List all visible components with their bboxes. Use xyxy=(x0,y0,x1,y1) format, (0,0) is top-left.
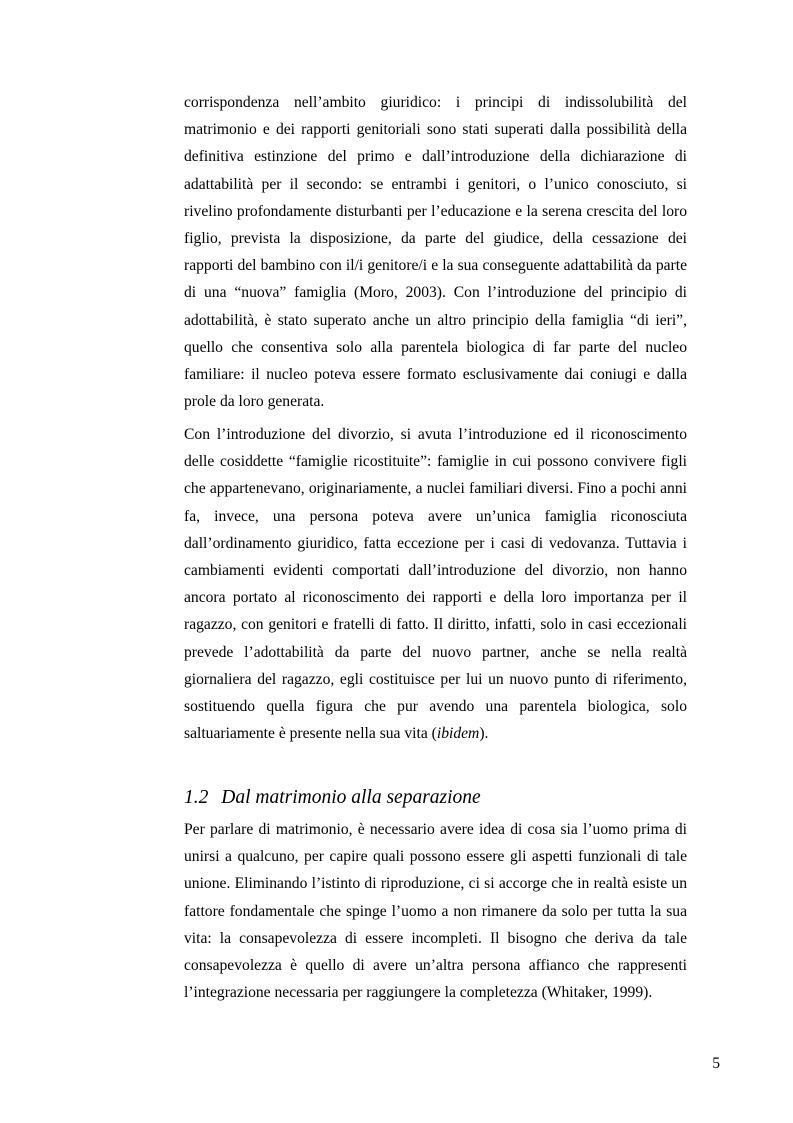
citation-ibidem: ibidem xyxy=(436,725,480,743)
paragraph-divorce-reconstituted-families xyxy=(184,421,687,747)
paragraph-divorce-closing: ). xyxy=(479,725,489,743)
section-heading xyxy=(184,786,481,810)
section-number: 1.2 xyxy=(184,787,209,808)
paragraph-divorce-text: Con l’introduzione del divorzio, si avuta l’introduzione ed il riconoscimento delle cosiddette “famiglie ricostituite”: famiglie in cui possono convivere figli che appartenevano, originariamente, a nuclei familiari diversi. Fino a pochi anni fa, invece, una persona poteva avere un’unica famiglia riconosciuta dall’ordinamento giuridico, fatta eccezione per i casi di vedovanza. Tuttavia i cambiamenti evidenti comportati dall’introduzione del divorzio, non hanno ancora portato al riconoscimento dei rapporti e della loro importanza per il ragazzo, con genitori e fratelli di fatto. Il diritto, infatti, solo in casi eccezionali prevede l’adottabilità da parte del nuovo partner, anche se nella realtà giornaliera del ragazzo, egli costituisce per lui un nuovo punto di riferimento, sostituendo quella figura che pur avendo una parentela biologica, solo saltuariamente è presente nella sua vita ( xyxy=(184,426,687,743)
paragraph-marriage-completeness: Per parlare di matrimonio, è necessario avere idea di cosa sia l’uomo prima di unirsi a qualcuno, per capire quali possono essere gli aspetti funzionali di tale unione. Eliminando l’istinto di riproduzione, ci si accorge che in realtà esiste un fattore fondamentale che spinge l’uomo a non rimanere da solo per tutta la sua vita: la consapevolezza di essere incompleti. Il bisogno che deriva da tale consapevolezza è quello di avere un’altra persona affianco che rappresenti l’integrazione necessaria per raggiungere la completezza (Whitaker, 1999). xyxy=(184,821,687,1002)
paragraph-family-law-principles: corrispondenza nell’ambito giuridico: i principi di indissolubilità del matrimonio e dei rapporti genitoriali sono stati superati dalla possibilità della definitiva estinzione del primo e dall’introduzione della dichiarazione di adattabilità per il secondo: se entrambi i genitori, o l’unico conosciuto, si rivelino profondamente disturbanti per l’educazione e la serena crescita del loro figlio, prevista la disposizione, da parte del giudice, della cessazione dei rapporti del bambino con il/i genitore/i e la sua conseguente adattabilità da parte di una “nuova” famiglia (Moro, 2003). Con l’introduzione del principio di adottabilità, è stato superato anche un altro principio della famiglia “di ieri”, quello che consentiva solo alla parentela biologica di far parte del nucleo familiare: il nucleo poteva essere formato esclusivamente dai coniugi e dalla prole da loro generata. xyxy=(184,94,687,411)
page-number: 5 xyxy=(712,1055,720,1072)
section-title: Dal matrimonio alla separazione xyxy=(221,787,481,808)
